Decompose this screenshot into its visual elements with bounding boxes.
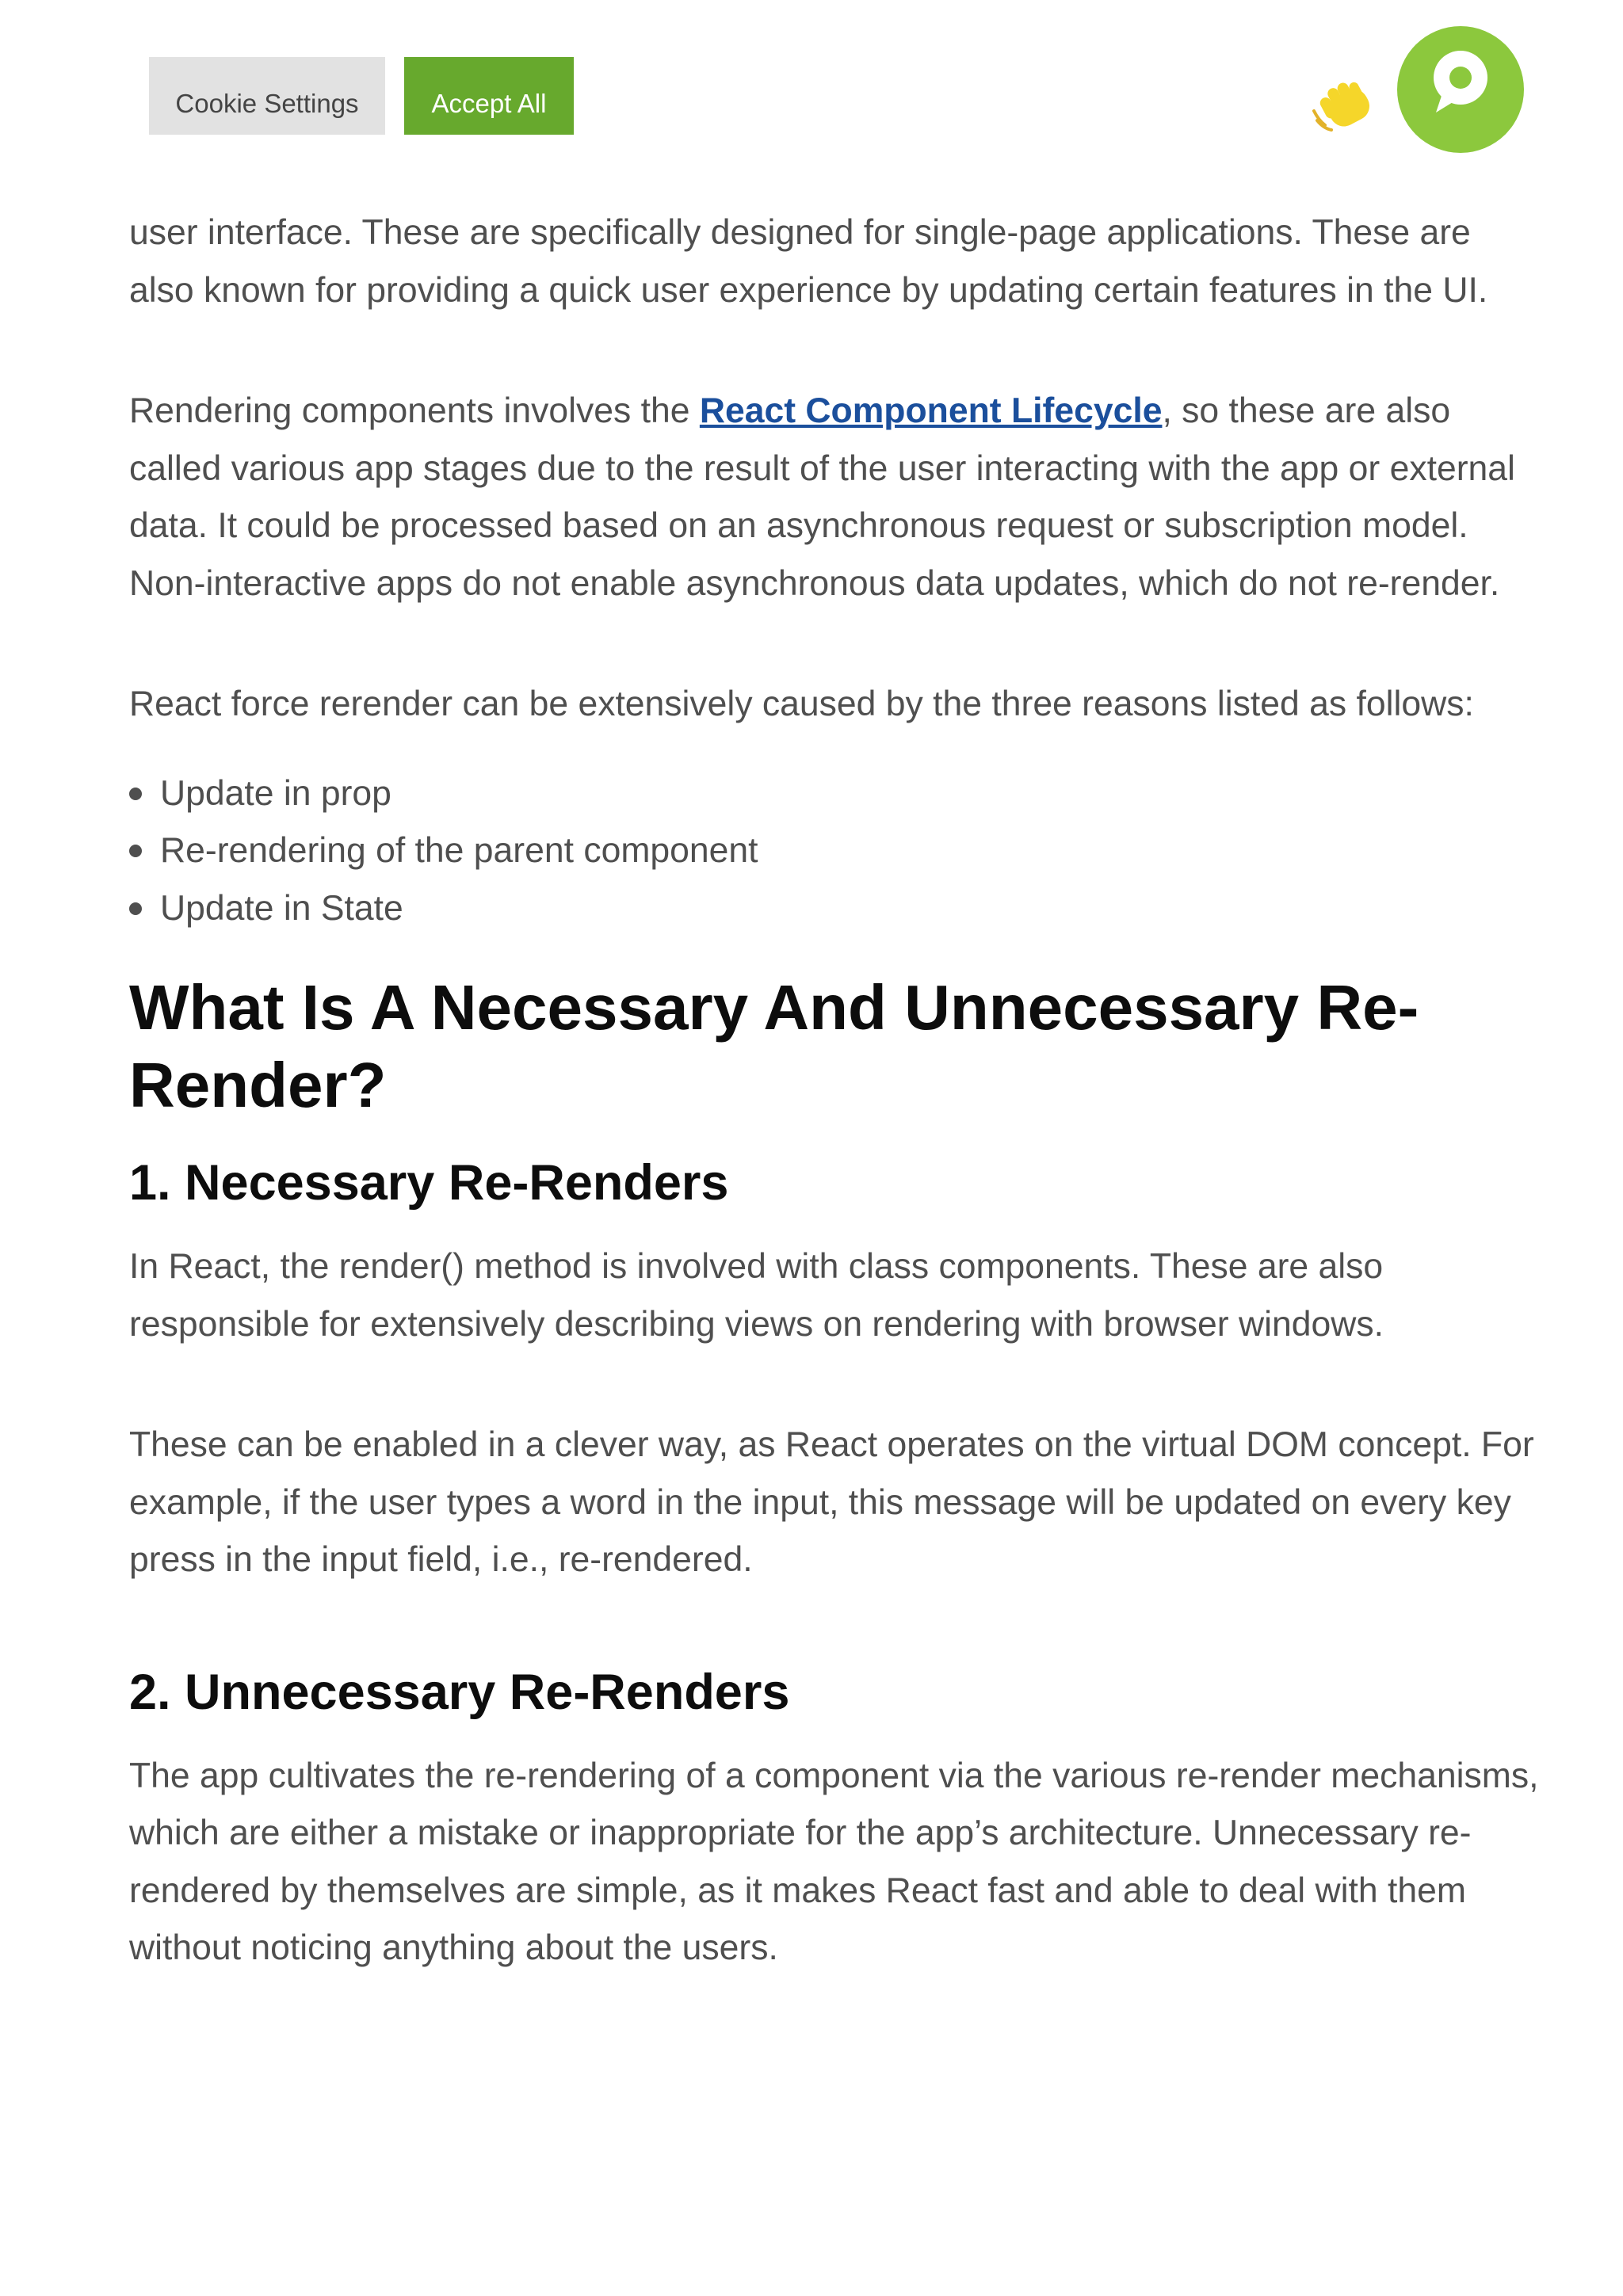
intro-paragraph: user interface. These are specifically designed for single-page applications. These are also known for providing a quick user experience by updating certain features in the UI. bbox=[129, 213, 1488, 310]
article-body bbox=[129, 204, 1540, 2041]
bullet-dot bbox=[129, 788, 142, 800]
list-item-text: Update in prop bbox=[160, 773, 391, 813]
react-component-lifecycle-link[interactable]: React Component Lifecycle bbox=[699, 391, 1163, 430]
cookie-settings-button[interactable]: Cookie Settings bbox=[149, 57, 385, 135]
reasons-intro-paragraph: React force rerender can be extensively caused by the three reasons listed as follows: bbox=[129, 685, 1474, 723]
list-item bbox=[129, 765, 1540, 823]
lifecycle-text-after: , so these are also called various app stages due to the result of the user interacting with the app or external data. It could be processed based on an asynchronous request or subscription model. Non-interactive apps do not enable asynchronous data updates, which do not re-render. bbox=[129, 391, 1515, 603]
unnecessary-rerenders-heading: 2. Unnecessary Re-Renders bbox=[129, 1664, 790, 1720]
necessary-paragraph-2: These can be enabled in a clever way, as React operates on the virtual DOM concept. For example, if the user types a word in the input, this message will be updated on every key press in the input field, i.e., re-rendered. bbox=[129, 1425, 1534, 1579]
waving-hand-icon[interactable] bbox=[1311, 76, 1387, 139]
bullet-dot bbox=[129, 845, 142, 857]
list-item-text: Re-rendering of the parent component bbox=[160, 831, 758, 870]
necessary-rerenders-heading: 1. Necessary Re-Renders bbox=[129, 1155, 729, 1211]
accept-all-button[interactable]: Accept All bbox=[404, 57, 574, 135]
lifecycle-paragraph bbox=[129, 383, 1540, 612]
section-heading: What Is A Necessary And Unnecessary Re-Render? bbox=[129, 972, 1419, 1120]
lifecycle-text-before: Rendering components involves the bbox=[129, 391, 700, 430]
list-item bbox=[129, 822, 1540, 880]
list-item bbox=[129, 880, 1540, 938]
bullet-dot bbox=[129, 902, 142, 915]
necessary-paragraph-1: In React, the render() method is involved with class components. These are also responsible for extensively describing views on rendering with browser windows. bbox=[129, 1247, 1384, 1344]
chat-bubble-icon[interactable] bbox=[1395, 24, 1526, 155]
list-item-text: Update in State bbox=[160, 888, 403, 928]
reasons-list bbox=[129, 765, 1540, 938]
unnecessary-paragraph-1: The app cultivates the re-rendering of a component via the various re-render mechanisms, which are either a mistake or inappropriate for the app’s architecture. Unnecessary re-rendered by themselves are simple, as it makes React fast and able to deal with them without noticing anything about the users. bbox=[129, 1756, 1539, 1967]
cookie-consent-bar bbox=[0, 0, 1623, 182]
